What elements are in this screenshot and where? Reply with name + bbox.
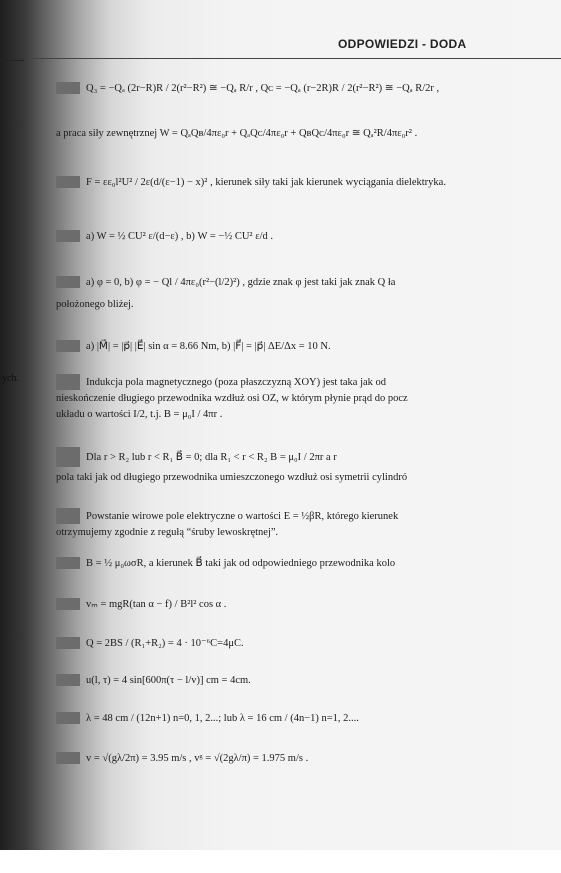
answer-number: 2031: [58, 341, 79, 351]
answer-number: 2030: [58, 277, 79, 287]
answer-line: nieskończenie długiego przewodnika wzdłuż osi OZ, w którym płynie prąd do pocz: [56, 393, 408, 404]
header-rule: [28, 58, 561, 59]
answer-number: 2028: [58, 177, 79, 187]
answer-line: vₘ = mgR(tan α − f) / B²l² cos α .: [86, 599, 227, 610]
margin-text: ych.: [2, 373, 19, 384]
answer-number: 2033: [56, 447, 80, 467]
answer-2031: [56, 340, 331, 353]
answer-number: 2036: [58, 599, 79, 609]
answer-line: otrzymujemy zgodnie z regułą “śruby lewoskrętnej”.: [56, 527, 279, 538]
answer-line: B = ½ μ₀ωσR, a kierunek B⃗ taki jak od odpowiedniego przewodnika kolo: [86, 558, 396, 569]
answer-line: Q₃ = −Qₐ (2r−R)R / 2(r²−R²) ≅ −Qₐ R/r , Qᴄ = −Qₐ (r−2R)R / 2(r²−R²) ≅ −Qₐ R/2r ,: [86, 83, 440, 94]
answer-2029: [56, 230, 273, 243]
answer-line: układu o wartości I/2, t.j. B = μ₀I / 4πr .: [56, 409, 223, 420]
margin-mark: [0, 60, 24, 61]
answer-2028: [56, 176, 446, 189]
answer-2030: [56, 276, 395, 311]
answer-number: 2038: [58, 675, 79, 685]
answer-2040: [56, 752, 308, 765]
answer-line: a) W = ½ CU² ε/(d−ε) , b) W = −½ CU² ε/d .: [86, 231, 274, 242]
answer-line: pola taki jak od długiego przewodnika umieszczonego wzdłuż osi symetrii cylindró: [56, 472, 408, 483]
answer-2039: [56, 712, 359, 725]
answer-2037: [56, 637, 244, 650]
answer-line: Powstanie wirowe pole elektryczne o wartości E = ½βR, którego kierunek: [86, 511, 399, 522]
answer-number: 2034: [56, 508, 80, 524]
answer-2038: [56, 674, 251, 687]
answer-2027-work: [56, 128, 417, 140]
page-bottom-margin: [0, 850, 561, 873]
page-header: ODPOWIEDZI - DODA: [338, 37, 467, 51]
answer-line: a) |M⃗| = |p⃗| |E⃗| sin α = 8.66 Nm, b) |F⃗| = |p⃗| ΔE/Δx = 10 N.: [86, 341, 331, 352]
answer-number: 2035: [58, 558, 79, 568]
answer-line: Dla r > R₂ lub r < R₁ B⃗ = 0; dla R₁ < r < R₂ B = μ₀I / 2πr a r: [86, 452, 337, 463]
answer-number: 2039: [58, 713, 79, 723]
answer-number: 2037: [58, 638, 79, 648]
answer-2032: [56, 374, 408, 423]
answer-number: 2032: [56, 374, 80, 390]
answer-2035: [56, 557, 395, 570]
answer-line: v = √(gλ/2π) = 3.95 m/s , vᵍ = √(2gλ/π) = 1.975 m/s .: [86, 753, 309, 764]
answer-line: λ = 48 cm / (12n+1) n=0, 1, 2...; lub λ = 16 cm / (4n−1) n=1, 2....: [86, 713, 359, 724]
answer-2027: [56, 82, 439, 95]
answer-line: a) φ = 0, b) φ = − Ql / 4πε₀(r²−(l/2)²) , gdzie znak φ jest taki jak znak Q ła: [86, 277, 396, 288]
answer-2036: [56, 598, 226, 611]
answer-line: a praca siły zewnętrznej W = QₐQʙ/4πε₀r + QₐQᴄ/4πε₀r + QʙQᴄ/4πε₀r ≅ Qₐ²R/4πε₀r² .: [56, 128, 418, 139]
answer-line: F = εε₀l²U² / 2ε(d/(ε−1) − x)² , kierunek siły taki jak kierunek wyciągania dielektryka.: [86, 177, 446, 188]
answer-line: Indukcja pola magnetycznego (poza płaszczyzną XOY) jest taka jak od: [86, 377, 387, 388]
answer-number: 2029: [58, 231, 79, 241]
answer-number: 2040: [58, 753, 79, 763]
answer-2033: [56, 447, 407, 488]
answer-2034: [56, 508, 398, 541]
answer-number: 2027: [58, 83, 79, 93]
answer-line: położonego bliżej.: [56, 299, 134, 310]
answer-line: Q = 2BS / (R₁+R₂) = 4 · 10⁻⁶C=4μC.: [86, 638, 244, 649]
answer-line: u(l, τ) = 4 sin[600π(τ − l/v)] cm = 4cm.: [86, 675, 251, 686]
